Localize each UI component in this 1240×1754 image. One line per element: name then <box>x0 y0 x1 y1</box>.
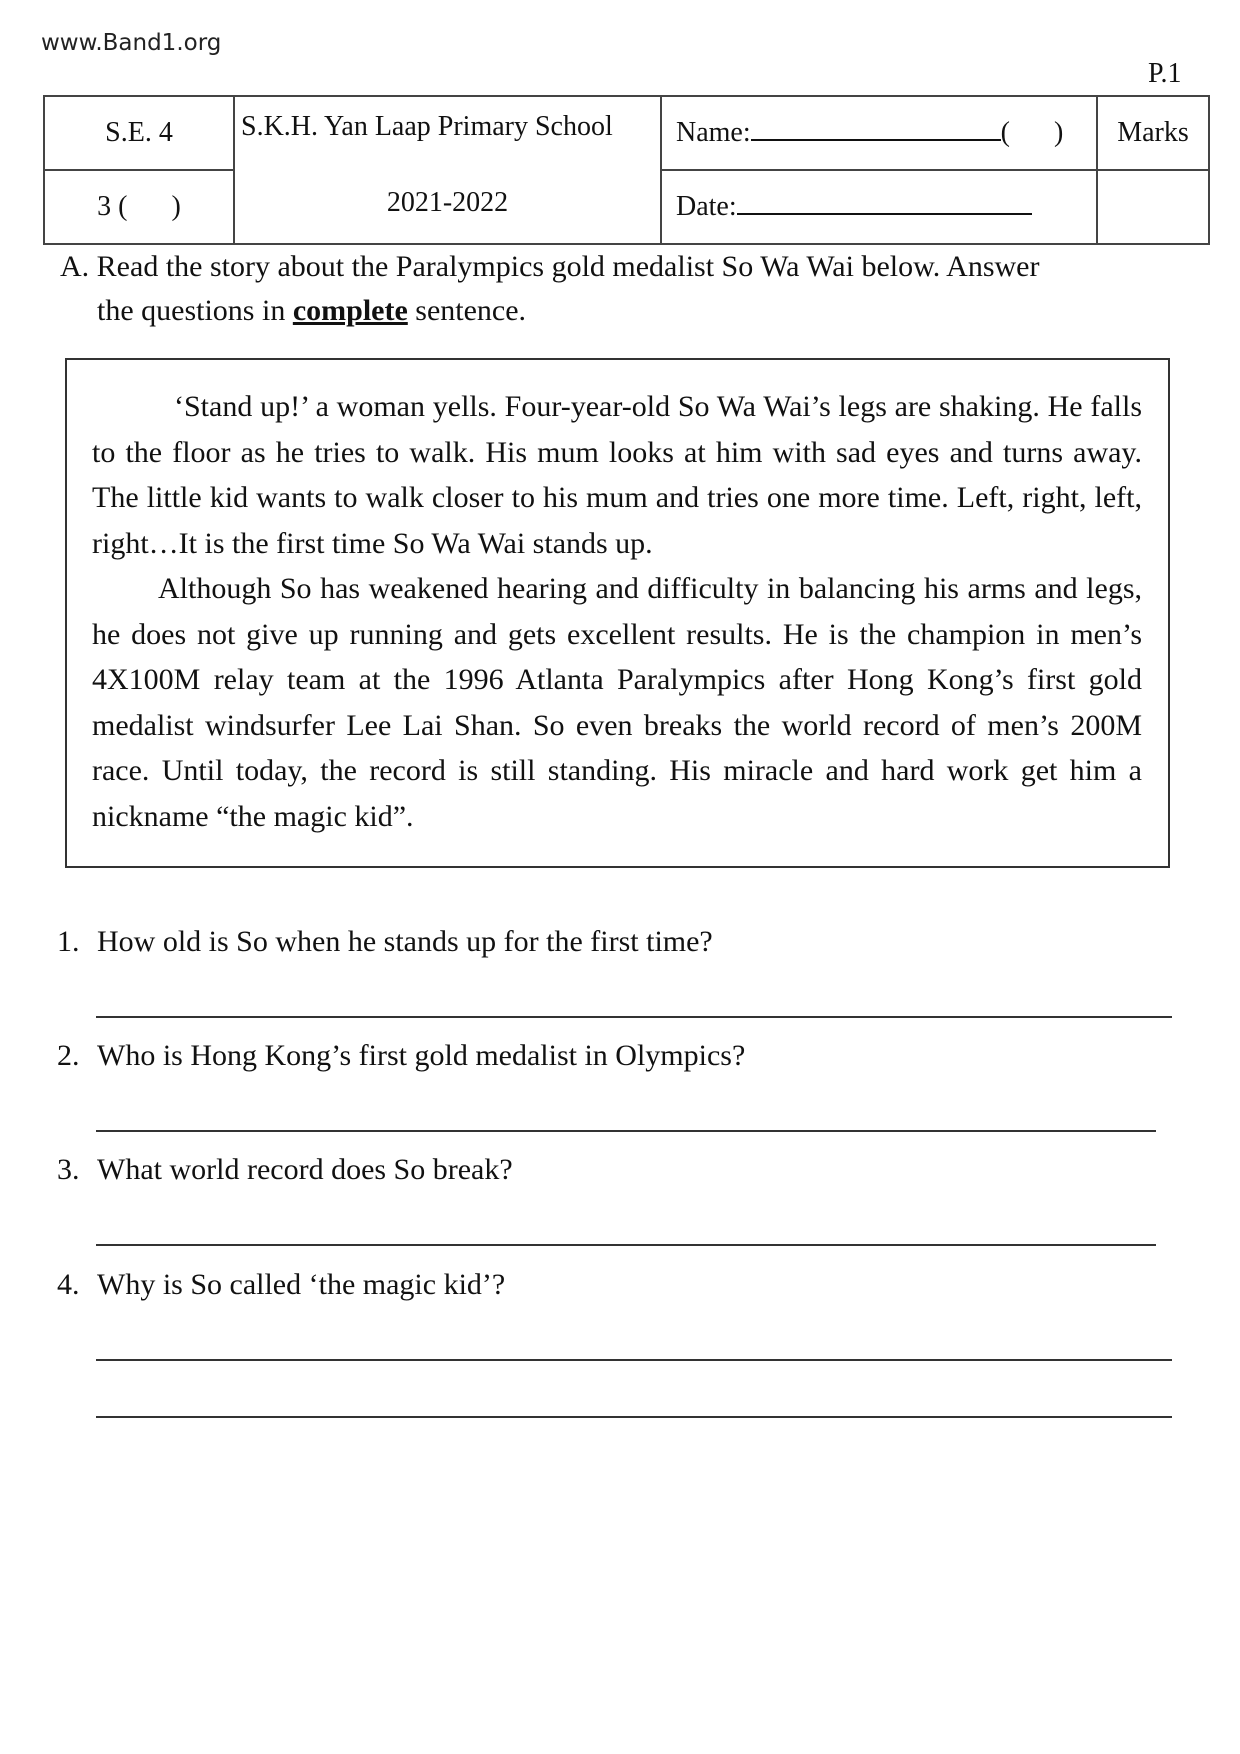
name-blank[interactable] <box>751 139 1001 141</box>
marks-cell <box>1097 96 1209 170</box>
date-label: Date: <box>676 191 737 222</box>
answer-line-3[interactable] <box>96 1244 1156 1246</box>
class-cell[interactable] <box>44 170 234 244</box>
name-cell[interactable] <box>661 96 1097 170</box>
date-blank[interactable] <box>737 213 1032 215</box>
question-number: 1. <box>57 925 80 958</box>
grade-cell <box>44 96 234 170</box>
class-paren-close: ) <box>171 191 181 222</box>
story-paragraph: Although So has weakened hearing and difficulty in balancing his arms and legs, he does not give up running and gets excellent results. He is the champion in men’s 4X100M relay team at the 1996 Atlanta Paralympics after Hong Kong’s first gold medalist windsurfer Lee Lai Shan. So even breaks the world record of men’s 200M race. Until today, the record is still standing. His miracle and hard work get him a nickname “the magic kid”. <box>92 572 1142 833</box>
answer-line-2[interactable] <box>96 1130 1156 1132</box>
question-2 <box>57 1039 745 1073</box>
answer-line-4b[interactable] <box>96 1416 1172 1418</box>
story-passage <box>65 358 1170 868</box>
class-label: 3 ( <box>97 191 128 222</box>
section-label: A. <box>60 250 90 283</box>
emphasis-complete: complete <box>292 294 408 327</box>
answer-line-4a[interactable] <box>96 1359 1172 1361</box>
question-text: How old is So when he stands up for the first time? <box>97 925 713 958</box>
instructions-text-end: sentence. <box>407 294 527 327</box>
page-number: P.1 <box>1148 58 1182 89</box>
instructions-line-1: Read the story about the Paralympics gold medalist So Wa Wai below. Answer <box>96 250 1040 283</box>
question-text: Who is Hong Kong’s first gold medalist in Olympics? <box>97 1039 746 1072</box>
site-url[interactable]: www.Band1.org <box>41 30 222 56</box>
question-number: 3. <box>57 1153 80 1186</box>
school-year: 2021-2022 <box>386 187 509 218</box>
worksheet-header-table <box>43 95 1210 245</box>
instructions-text: the questions in <box>97 294 293 327</box>
class-number-paren-open: ( <box>1000 117 1010 148</box>
question-text: What world record does So break? <box>97 1153 513 1186</box>
question-3 <box>57 1153 513 1187</box>
question-number: 4. <box>57 1268 80 1301</box>
marks-label: Marks <box>1117 117 1189 148</box>
grade-label: S.E. 4 <box>105 117 173 148</box>
story-paragraph: ‘Stand up!’ a woman yells. Four-year-old So Wa Wai’s legs are shaking. He falls to the floor as he tries to walk. His mum looks at him with sad eyes and turns away. The little kid wants to walk closer to his mum and tries one more time. Left, right, left, right…It is the first time So Wa Wai stands up. <box>92 390 1142 560</box>
answer-line-1[interactable] <box>96 1016 1172 1018</box>
marks-score-cell[interactable] <box>1097 170 1209 244</box>
instructions-line-2 <box>60 289 1180 333</box>
name-label: Name: <box>676 117 751 148</box>
school-cell <box>234 96 661 244</box>
question-number: 2. <box>57 1039 80 1072</box>
question-1 <box>57 925 713 959</box>
school-name: S.K.H. Yan Laap Primary School <box>241 111 613 142</box>
section-a-instructions <box>60 245 1180 333</box>
question-4 <box>57 1268 505 1302</box>
question-text: Why is So called ‘the magic kid’? <box>97 1268 506 1301</box>
class-number-paren-close: ) <box>1053 117 1064 148</box>
date-cell[interactable] <box>661 170 1097 244</box>
